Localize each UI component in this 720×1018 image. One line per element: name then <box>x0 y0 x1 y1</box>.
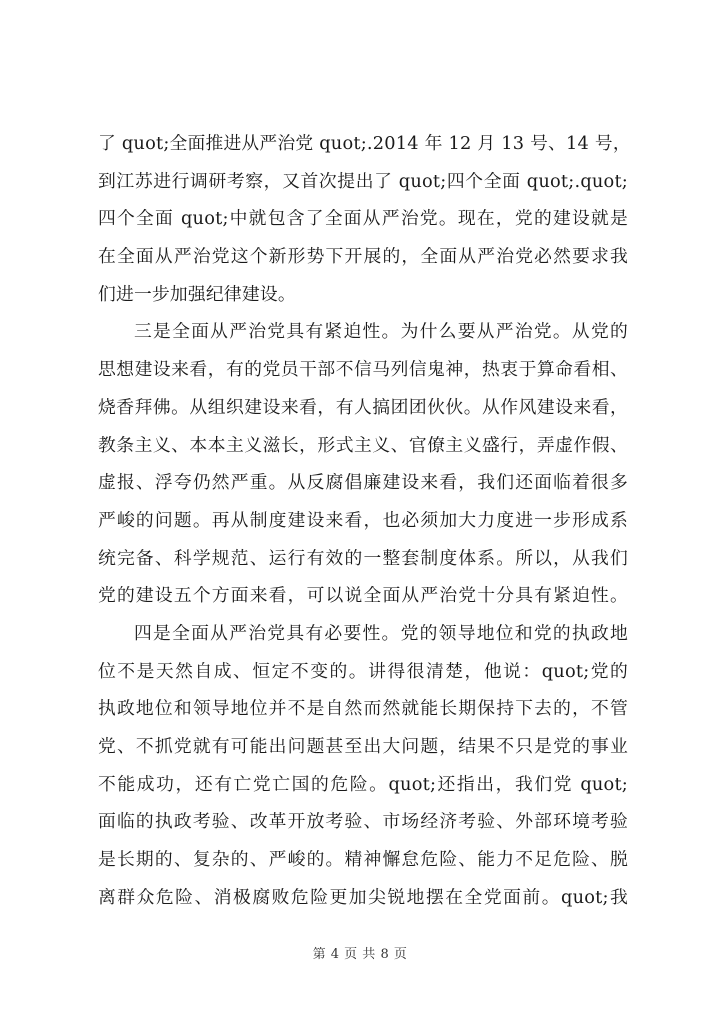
text-line: 离群众危险、消极腐败危险更加尖锐地摆在全党面前。quot;我 <box>98 886 628 908</box>
text-line: 教条主义、本本主义滋长，形式主义、官僚主义盛行，弄虚作假、 <box>98 434 628 456</box>
text-line: 在全面从严治党这个新形势下开展的，全面从严治党必然要求我 <box>98 246 628 268</box>
text-line: 执政地位和领导地位并不是自然而然就能长期保持下去的，不管 <box>98 698 628 720</box>
text-line: 统完备、科学规范、运行有效的一整套制度体系。所以，从我们 <box>98 547 628 569</box>
text-line: 党、不抓党就有可能出问题甚至出大问题，结果不只是党的事业 <box>98 736 628 757</box>
paragraph-start-line: 三是全面从严治党具有紧迫性。为什么要从严治党。从党的 <box>134 321 628 343</box>
text-line: 们进一步加强纪律建设。 <box>98 283 296 305</box>
text-line: 到江苏进行调研考察，又首次提出了 quot;四个全面 quot;.quot; <box>98 170 628 192</box>
text-line: 严峻的问题。再从制度建设来看，也必须加大力度进一步形成系 <box>98 509 628 531</box>
paragraph-start-line: 四是全面从严治党具有必要性。党的领导地位和党的执政地 <box>134 622 628 644</box>
text-line: 位不是天然自成、恒定不变的。讲得很清楚，他说：quot;党的 <box>98 660 628 682</box>
text-line: 是长期的、复杂的、严峻的。精神懈怠危险、能力不足危险、脱 <box>98 849 628 871</box>
document-body <box>98 133 631 925</box>
text-line: 不能成功，还有亡党亡国的危险。quot;还指出，我们党 quot; <box>98 773 628 795</box>
text-line: 四个全面 quot;中就包含了全面从严治党。现在，党的建设就是 <box>98 208 628 230</box>
text-line: 了 quot;全面推进从严治党 quot;.2014 年 12 月 13 号、14 号， <box>98 133 631 154</box>
text-line: 虚报、浮夸仍然严重。从反腐倡廉建设来看，我们还面临着很多 <box>98 472 628 494</box>
text-line: 烧香拜佛。从组织建设来看，有人搞团团伙伙。从作风建设来看， <box>98 396 628 418</box>
page-number-footer: 第 4 页 共 8 页 <box>312 947 408 962</box>
text-line: 思想建设来看，有的党员干部不信马列信鬼神，热衷于算命看相、 <box>98 359 628 381</box>
text-line: 面临的执政考验、改革开放考验、市场经济考验、外部环境考验 <box>98 811 628 833</box>
text-line: 党的建设五个方面来看，可以说全面从严治党十分具有紧迫性。 <box>98 585 628 607</box>
